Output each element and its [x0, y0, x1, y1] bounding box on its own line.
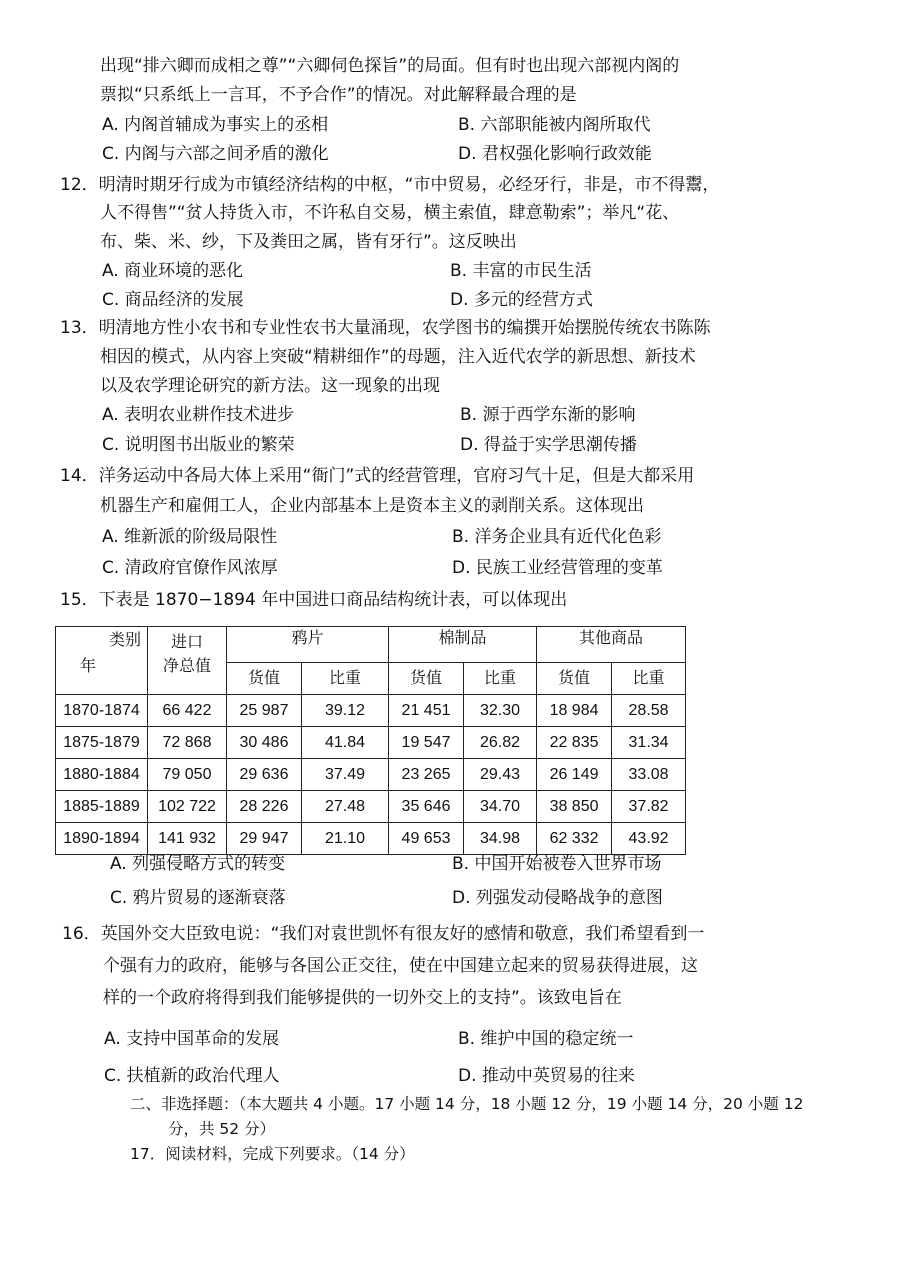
table-corner-cell: [56, 627, 148, 695]
q14-stem-line-1: 14．洋务运动中各局大体上采用“衙门”式的经营管理，官府习气十足，但是大都采用: [60, 466, 695, 486]
table-cell: 25 987: [227, 695, 302, 727]
table-cell: 33.08: [612, 759, 686, 791]
table-subheader: 比重: [612, 663, 686, 695]
q11-option-b: B. 六部职能被内阁所取代: [458, 115, 651, 135]
q11-stem-line-1: 出现“排六卿而成相之尊”“六卿伺色探旨”的局面。但有时也出现六部视内阁的: [100, 56, 680, 76]
q16-stem-line-3: 样的一个政府将得到我们能够提供的一切外交上的支持”。该致电旨在: [103, 988, 622, 1008]
q14-option-a: A. 维新派的阶级局限性: [102, 527, 278, 547]
q16-option-d: D. 推动中英贸易的往来: [458, 1066, 635, 1086]
table-cell: 22 835: [537, 727, 612, 759]
table-cell: 26 149: [537, 759, 612, 791]
table-subheader: 比重: [302, 663, 389, 695]
table-header-total: 进口 净总值: [148, 627, 227, 695]
table-cell: 1890-1894: [56, 823, 148, 855]
table-row: [56, 695, 686, 727]
q11-option-c: C. 内阁与六部之间矛盾的激化: [102, 144, 329, 164]
table-cell: 38 850: [537, 791, 612, 823]
table-cell: 21 451: [389, 695, 464, 727]
table-cell: 29 636: [227, 759, 302, 791]
import-structure-table: [55, 626, 686, 855]
table-subheader: 货值: [389, 663, 464, 695]
q12-stem-line-1: 12．明清时期牙行成为市镇经济结构的中枢，“市中贸易，必经牙行，非是，市不得鬻，: [60, 175, 720, 195]
table-subheader: 货值: [227, 663, 302, 695]
table-corner-category: 类别: [108, 632, 141, 649]
table-row: [56, 727, 686, 759]
table-cell: 32.30: [464, 695, 537, 727]
q15-option-d: D. 列强发动侵略战争的意图: [452, 888, 663, 908]
q11-option-d: D. 君权强化影响行政效能: [458, 144, 652, 164]
q14-option-c: C. 清政府官僚作风浓厚: [102, 558, 278, 578]
table-cell: 30 486: [227, 727, 302, 759]
q12-option-d: D. 多元的经营方式: [450, 290, 593, 310]
q12-option-b: B. 丰富的市民生活: [450, 261, 592, 281]
table-cell: 29.43: [464, 759, 537, 791]
table-cell: 37.49: [302, 759, 389, 791]
table-cell: 27.48: [302, 791, 389, 823]
table-cell: 49 653: [389, 823, 464, 855]
table-cell: 29 947: [227, 823, 302, 855]
table-cell: 28.58: [612, 695, 686, 727]
q14-option-b: B. 洋务企业具有近代化色彩: [452, 527, 662, 547]
q14-stem-line-2: 机器生产和雇佣工人，企业内部基本上是资本主义的剥削关系。这体现出: [100, 496, 644, 516]
table-cell: 34.98: [464, 823, 537, 855]
q13-stem-line-1: 13．明清地方性小农书和专业性农书大量涌现，农学图书的编撰开始摆脱传统农书陈陈: [60, 318, 711, 338]
table-cell: 34.70: [464, 791, 537, 823]
table-cell: 1870-1874: [56, 695, 148, 727]
section2-heading-line-1: 二、非选择题：（本大题共 4 小题。17 小题 14 分，18 小题 12 分，19 小题 14 分，20 小题 12: [130, 1095, 804, 1113]
table-row: [56, 791, 686, 823]
table-cell: 66 422: [148, 695, 227, 727]
table-cell: 72 868: [148, 727, 227, 759]
table-subheader: 货值: [537, 663, 612, 695]
table-cell: 1880-1884: [56, 759, 148, 791]
table-cell: 37.82: [612, 791, 686, 823]
q16-option-a: A. 支持中国革命的发展: [104, 1029, 280, 1049]
q15-stem-line-1: 15．下表是 1870−1894 年中国进口商品结构统计表，可以体现出: [60, 590, 568, 610]
q13-option-a: A. 表明农业耕作技术进步: [102, 405, 295, 425]
table-header-other: 其他商品: [537, 627, 686, 663]
q12-stem-line-3: 布、柴、米、纱，下及粪田之属，皆有牙行”。这反映出: [100, 232, 517, 252]
q14-option-d: D. 民族工业经营管理的变革: [452, 558, 663, 578]
q13-option-d: D. 得益于实学思潮传播: [460, 435, 637, 455]
q12-option-a: A. 商业环境的恶化: [102, 261, 244, 281]
table-cell: 1885-1889: [56, 791, 148, 823]
q15-option-c: C. 鸦片贸易的逐渐衰落: [110, 888, 286, 908]
table-cell: 102 722: [148, 791, 227, 823]
table-cell: 79 050: [148, 759, 227, 791]
table-cell: 43.92: [612, 823, 686, 855]
table-header-opium: 鸦片: [227, 627, 389, 663]
table-cell: 1875-1879: [56, 727, 148, 759]
q13-option-b: B. 源于西学东渐的影响: [460, 405, 636, 425]
table-subheader: 比重: [464, 663, 537, 695]
table-cell: 18 984: [537, 695, 612, 727]
q11-stem-line-2: 票拟“只系纸上一言耳，不予合作”的情况。对此解释最合理的是: [100, 85, 577, 105]
q12-stem-line-2: 人不得售”“贫人持货入市，不许私自交易，横主索值，肆意勒索”；举凡“花、: [100, 203, 680, 223]
q17-stem: 17．阅读材料，完成下列要求。（14 分）: [130, 1145, 415, 1163]
table-header-cotton: 棉制品: [389, 627, 537, 663]
table-cell: 19 547: [389, 727, 464, 759]
table-cell: 28 226: [227, 791, 302, 823]
table-cell: 23 265: [389, 759, 464, 791]
q16-option-c: C. 扶植新的政治代理人: [104, 1066, 280, 1086]
table-corner-year: 年: [80, 658, 97, 675]
table-cell: 35 646: [389, 791, 464, 823]
table-cell: 62 332: [537, 823, 612, 855]
table-cell: 41.84: [302, 727, 389, 759]
q12-option-c: C. 商品经济的发展: [102, 290, 244, 310]
q11-option-a: A. 内阁首辅成为事实上的丞相: [102, 115, 329, 135]
table-row: [56, 759, 686, 791]
q16-stem-line-2: 个强有力的政府，能够与各国公正交往，使在中国建立起来的贸易获得进展，这: [103, 956, 698, 976]
table-cell: 141 932: [148, 823, 227, 855]
table-cell: 26.82: [464, 727, 537, 759]
table-cell: 39.12: [302, 695, 389, 727]
q13-stem-line-2: 相因的模式，从内容上突破“精耕细作”的母题，注入近代农学的新思想、新技术: [100, 347, 696, 367]
q13-option-c: C. 说明图书出版业的繁荣: [102, 435, 295, 455]
table-cell: 31.34: [612, 727, 686, 759]
q15-option-b: B. 中国开始被卷入世界市场: [452, 854, 662, 874]
table-cell: 21.10: [302, 823, 389, 855]
q15-option-a: A. 列强侵略方式的转变: [110, 854, 286, 874]
q16-option-b: B. 维护中国的稳定统一: [458, 1029, 634, 1049]
q16-stem-line-1: 16．英国外交大臣致电说：“我们对袁世凯怀有很友好的感情和敬意，我们希望看到一: [62, 924, 705, 944]
table-row: [56, 823, 686, 855]
section2-heading-line-2: 分，共 52 分）: [168, 1120, 276, 1138]
q13-stem-line-3: 以及农学理论研究的新方法。这一现象的出现: [100, 376, 440, 396]
